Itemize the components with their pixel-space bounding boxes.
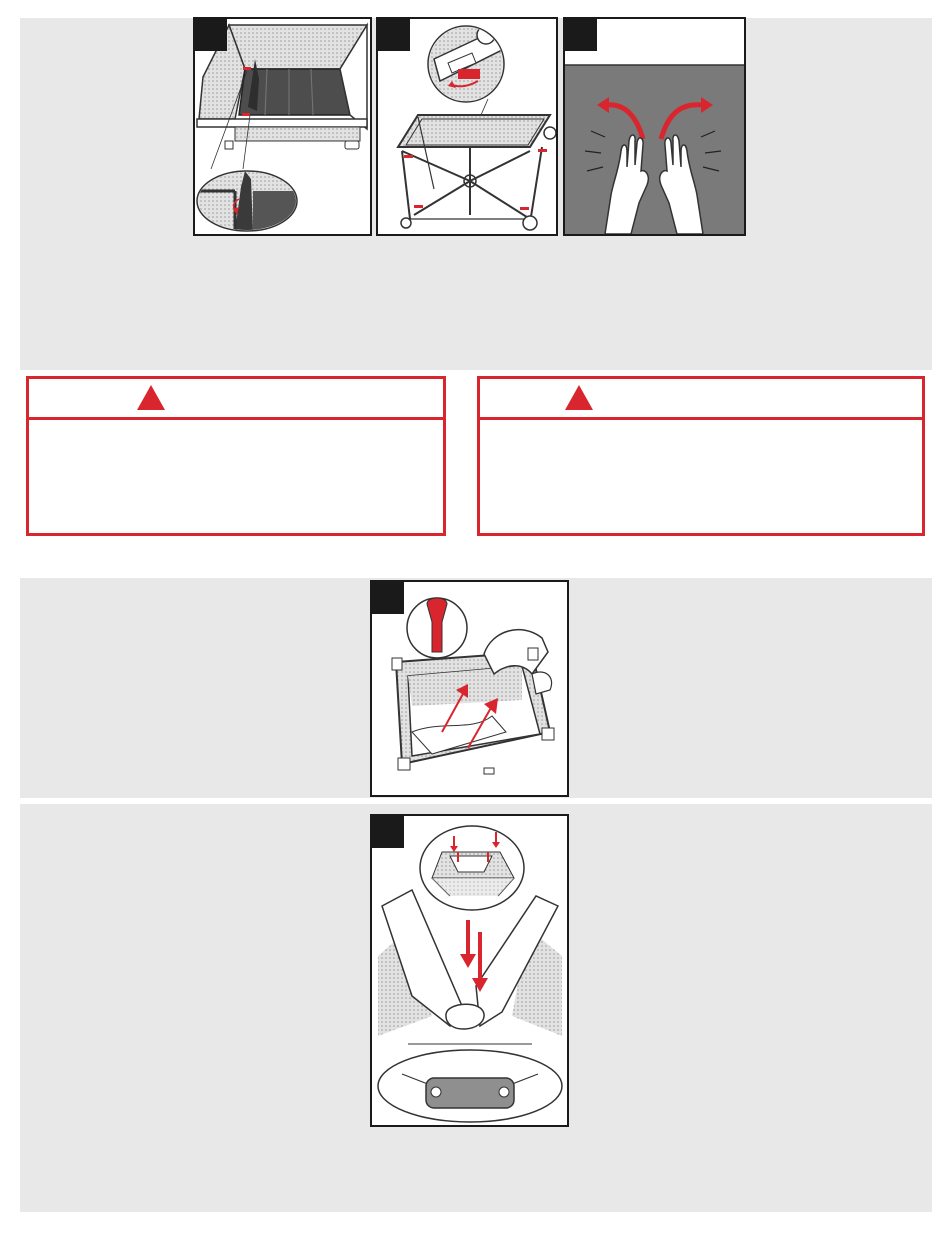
- warning-header: [480, 379, 922, 420]
- warning-header: [29, 379, 443, 420]
- figure-pull-tab-up: [370, 580, 569, 797]
- warning-box-right: [477, 376, 925, 536]
- figure-playard-floor: [193, 17, 372, 236]
- figure-push-center-down: [370, 814, 569, 1127]
- figure-hands-pull-apart: [563, 17, 746, 236]
- step-number-box: [378, 19, 410, 51]
- warning-triangle-icon: [564, 384, 594, 411]
- step-number-box: [565, 19, 597, 51]
- warning-triangle-icon: [136, 384, 166, 411]
- hands-pull-apart-illustration: [565, 19, 744, 234]
- push-center-illustration: [372, 816, 567, 1125]
- step-number-box: [195, 19, 227, 51]
- playard-floor-illustration: [195, 19, 370, 234]
- step-number-box: [372, 816, 404, 848]
- warning-box-left: [26, 376, 446, 536]
- step-number-box: [372, 582, 404, 614]
- playard-frame-illustration: [378, 19, 556, 234]
- figure-playard-frame: [376, 17, 558, 236]
